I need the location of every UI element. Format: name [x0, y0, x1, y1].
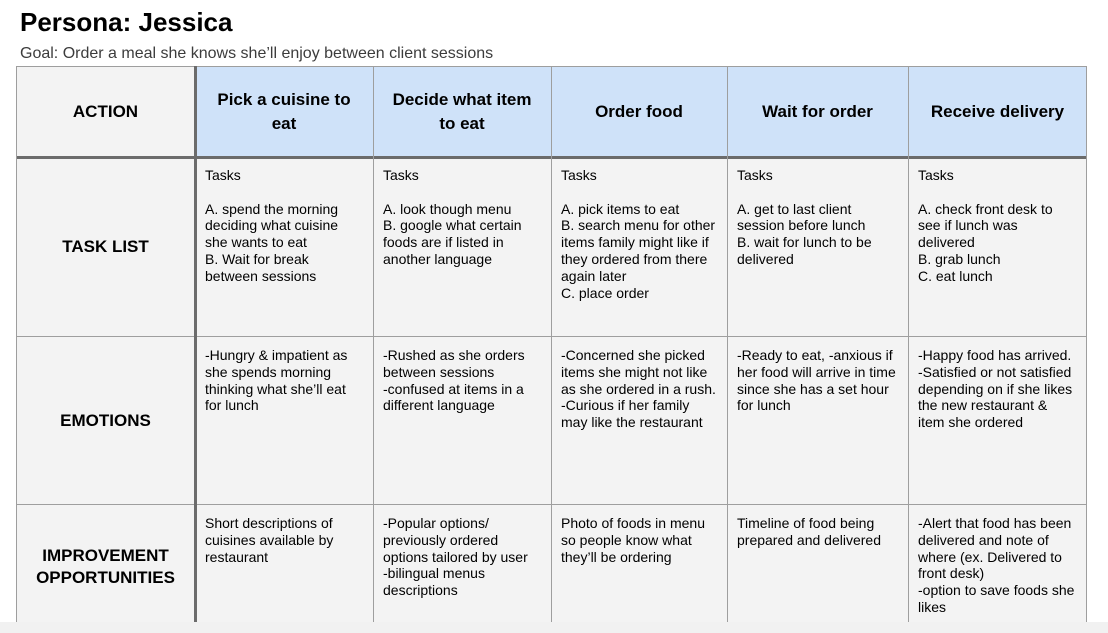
- grid-line-col-divider: [908, 66, 909, 628]
- horizontal-scrollbar[interactable]: [0, 622, 1108, 633]
- emotions-cell: -Concerned she picked items she might not like as she ordered in a rush. -Curious if her family may like the restaurant: [551, 337, 727, 505]
- stage-header-pick-cuisine: Pick a cuisine to eat: [195, 66, 373, 157]
- persona-goal: Goal: Order a meal she knows she’ll enjoy between client sessions: [20, 45, 494, 62]
- grid-line-left: [16, 66, 17, 628]
- task-list-cell: Tasks A. look though menu B. google what certain foods are if listed in another language: [373, 157, 551, 337]
- emotions-cell: -Happy food has arrived. -Satisfied or not satisfied depending on if she likes the new restaurant & item she ordered: [908, 337, 1087, 505]
- improvements-cell: Photo of foods in menu so people know what they’ll be ordering: [551, 505, 727, 628]
- stage-header-decide-item: Decide what item to eat: [373, 66, 551, 157]
- improvements-cell: Timeline of food being prepared and delivered: [727, 505, 908, 628]
- grid-line-col-divider: [373, 66, 374, 628]
- grid-line-col-divider: [551, 66, 552, 628]
- row-label-improvement-opportunities: IMPROVEMENT OPPORTUNITIES: [16, 505, 195, 628]
- task-list-cell: Tasks A. spend the morning deciding what cuisine she wants to eat B. Wait for break between sessions: [195, 157, 373, 337]
- task-list-cell: Tasks A. get to last client session before lunch B. wait for lunch to be delivered: [727, 157, 908, 337]
- grid-line-right: [1086, 66, 1087, 628]
- emotions-cell: -Hungry & impatient as she spends morning thinking what she’ll eat for lunch: [195, 337, 373, 505]
- grid-line-col-divider: [727, 66, 728, 628]
- task-list-cell: Tasks A. check front desk to see if lunch was delivered B. grab lunch C. eat lunch: [908, 157, 1087, 337]
- row-label-emotions: EMOTIONS: [16, 337, 195, 505]
- journey-map-table: [16, 66, 1087, 628]
- stage-header-wait-for-order: Wait for order: [727, 66, 908, 157]
- task-list-cell: Tasks A. pick items to eat B. search menu for other items family might like if they ordered from there again later C. place order: [551, 157, 727, 337]
- improvements-cell: -Alert that food has been delivered and note of where (ex. Delivered to front desk) -option to save foods she likes: [908, 505, 1087, 628]
- action-header: ACTION: [16, 66, 195, 157]
- emotions-cell: -Ready to eat, -anxious if her food will arrive in time since she has a set hour for lunch: [727, 337, 908, 505]
- stage-header-order-food: Order food: [551, 66, 727, 157]
- improvements-cell: -Popular options/ previously ordered options tailored by user -bilingual menus descriptions: [373, 505, 551, 628]
- grid-line-label-divider: [194, 66, 197, 628]
- improvements-cell: Short descriptions of cuisines available by restaurant: [195, 505, 373, 628]
- emotions-cell: -Rushed as she orders between sessions -confused at items in a different language: [373, 337, 551, 505]
- row-label-task-list: TASK LIST: [16, 157, 195, 337]
- stage-header-receive-delivery: Receive delivery: [908, 66, 1087, 157]
- page-title: Persona: Jessica: [20, 7, 233, 37]
